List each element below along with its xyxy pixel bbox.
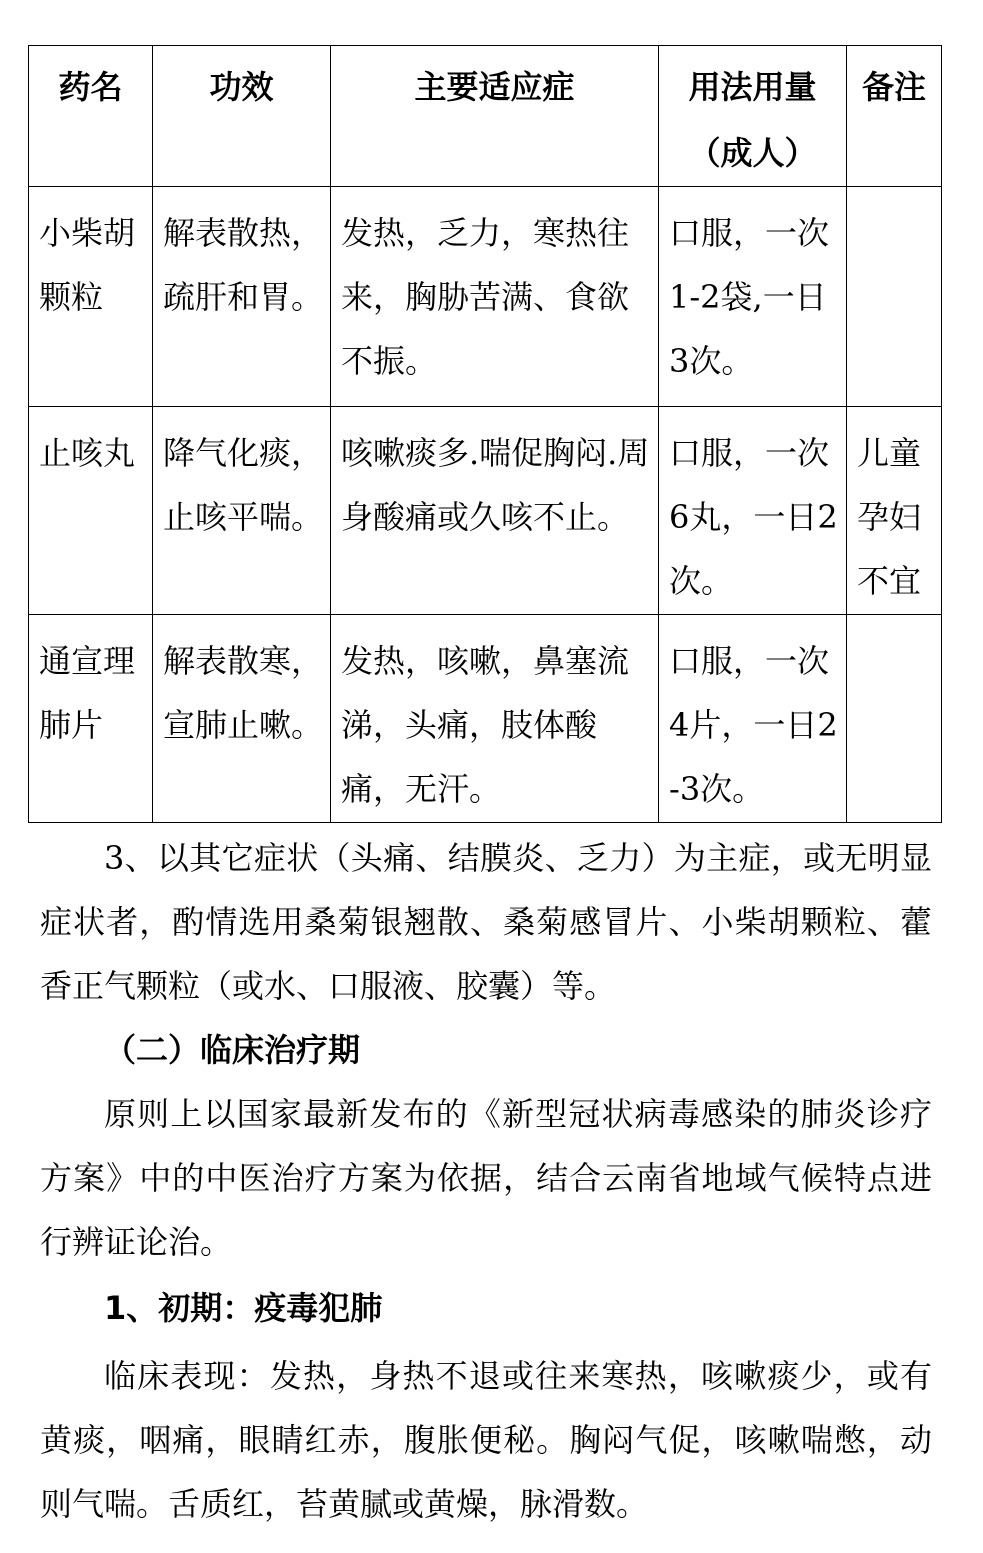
header-dosage: 用法用量（成人）	[659, 46, 847, 187]
table-row	[29, 407, 942, 615]
section-heading-clinical-treatment: （二）临床治疗期	[104, 1031, 361, 1069]
cell-note	[847, 187, 942, 407]
cell-note	[847, 615, 942, 823]
cell-indications: 发热，咳嗽，鼻塞流涕，头痛，肢体酸痛，无汗。	[331, 615, 659, 823]
table-row	[29, 615, 942, 823]
paragraph-text: 临床表现：发热，身热不退或往来寒热，咳嗽痰少，或有黄痰，咽痛，眼睛红赤，腹胀便秘。胸闷气促，咳嗽喘憋，动则气喘。舌质红，苔黄腻或黄燥，脉滑数。	[40, 1357, 932, 1523]
cell-indications: 发热，乏力，寒热往来，胸胁苦满、食欲不振。	[331, 187, 659, 407]
subsection-heading-initial-stage: 1、初期：疫毒犯肺	[104, 1289, 383, 1327]
header-drug-name: 药名	[29, 46, 153, 187]
paragraph-text: 3、以其它症状（头痛、结膜炎、乏力）为主症，或无明显症状者，酌情选用桑菊银翘散、桑菊感冒片、小柴胡颗粒、藿香正气颗粒（或水、口服液、胶囊）等。	[40, 839, 932, 1005]
cell-drug-name: 通宣理肺片	[29, 615, 153, 823]
header-effect: 功效	[153, 46, 331, 187]
header-note: 备注	[847, 46, 942, 187]
cell-drug-name: 小柴胡颗粒	[29, 187, 153, 407]
header-indications: 主要适应症	[331, 46, 659, 187]
cell-note: 儿童孕妇不宜	[847, 407, 942, 615]
paragraph-clinical-manifestation	[40, 1344, 932, 1536]
cell-dosage: 口服，一次6丸，一日2次。	[659, 407, 847, 615]
paragraph-text: 原则上以国家最新发布的《新型冠状病毒感染的肺炎诊疗方案》中的中医治疗方案为依据，结合云南省地域气候特点进行辨证论治。	[40, 1095, 932, 1261]
cell-indications: 咳嗽痰多.喘促胸闷.周身酸痛或久咳不止。	[331, 407, 659, 615]
medicine-table	[28, 45, 942, 823]
cell-effect: 解表散热，疏肝和胃。	[153, 187, 331, 407]
cell-dosage: 口服，一次4片，一日2-3次。	[659, 615, 847, 823]
paragraph-treatment-principle	[40, 1082, 932, 1274]
cell-effect: 降气化痰，止咳平喘。	[153, 407, 331, 615]
table-header-row	[29, 46, 942, 187]
paragraph-other-symptoms	[40, 826, 932, 1018]
cell-drug-name: 止咳丸	[29, 407, 153, 615]
cell-dosage: 口服，一次1-2袋,一日3次。	[659, 187, 847, 407]
cell-effect: 解表散寒，宣肺止嗽。	[153, 615, 331, 823]
table-row	[29, 187, 942, 407]
